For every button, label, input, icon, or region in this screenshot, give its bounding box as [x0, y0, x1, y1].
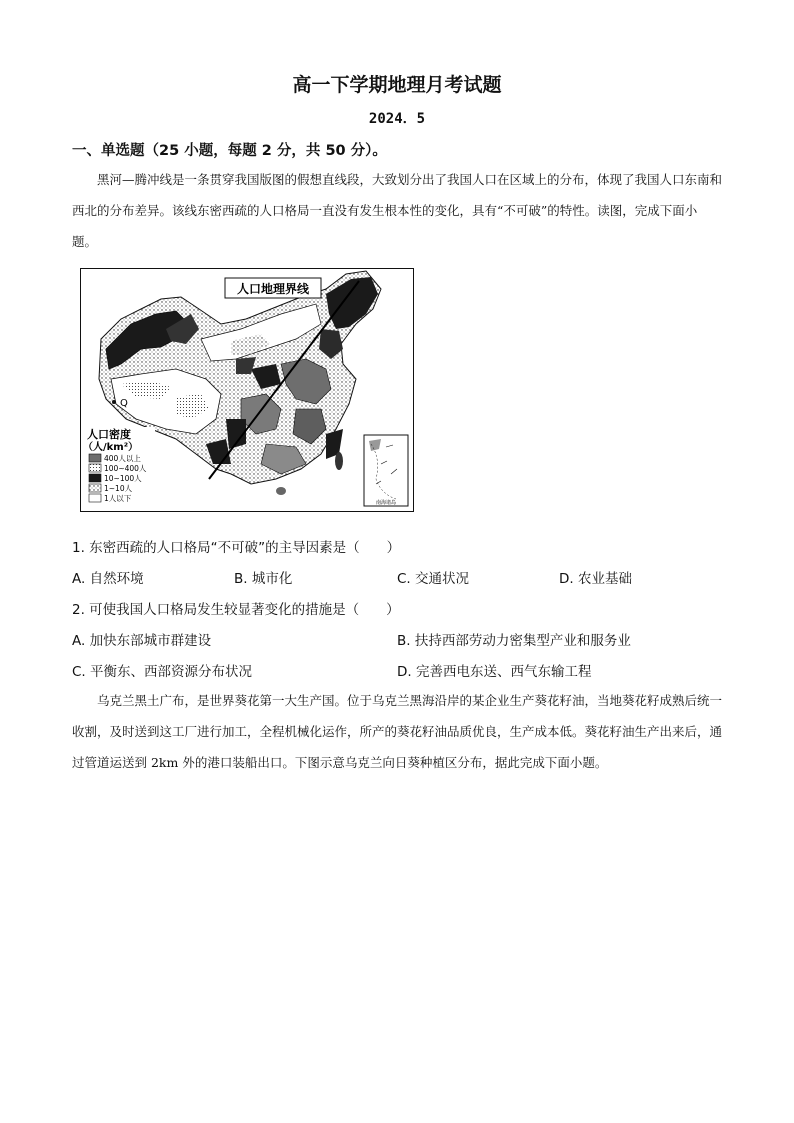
legend-label-5: 1人以下: [104, 494, 132, 503]
q2-option-a: A. 加快东部城市群建设: [72, 633, 212, 649]
legend-swatch-5: [89, 494, 101, 502]
q2-option-c: C. 平衡东、西部资源分布状况: [72, 664, 253, 680]
map-title: 人口地理界线: [236, 282, 310, 296]
exam-date: 2024．5: [368, 111, 426, 127]
inset-label: 南海诸岛: [375, 500, 397, 506]
legend-swatch-2: [89, 464, 101, 472]
legend-unit: （人/km²）: [83, 442, 139, 453]
legend-label-4: 1~10人: [104, 484, 133, 493]
q2-option-d: D. 完善西电东送、西气东输工程: [397, 664, 592, 680]
legend-swatch-4: [89, 484, 101, 492]
population-density-map: [80, 268, 414, 512]
q1-option-d: D. 农业基础: [559, 571, 632, 587]
question-2-stem: 2. 可使我国人口格局发生较显著变化的措施是（ ）: [72, 602, 400, 618]
page-title: 高一下学期地理月考试题: [292, 74, 502, 96]
passage-1: 黑河—腾冲线是一条贯穿我国版图的假想直线段，大致划分出了我国人口在区域上的分布，体现了我国人口东南和西北的分布差异。该线东密西疏的人口格局一直没有发生根本性的变化，具有“不可破”的特性。读图，完成下面小题。: [72, 172, 723, 249]
point-q-marker: [112, 400, 116, 404]
legend-label-3: 10~100人: [104, 474, 142, 483]
q1-option-c: C. 交通状况: [397, 571, 470, 587]
q1-option-a: A. 自然环境: [72, 571, 144, 587]
question-1-stem: 1. 东密西疏的人口格局“不可破”的主导因素是（ ）: [72, 540, 401, 556]
legend-title: 人口密度: [87, 428, 131, 441]
section-heading: 一、单选题（25 小题，每题 2 分，共 50 分）。: [72, 143, 387, 159]
q2-option-b: B. 扶持西部劳动力密集型产业和服务业: [397, 633, 631, 649]
q1-option-b: B. 城市化: [234, 571, 293, 587]
legend-label-2: 100~400人: [104, 464, 147, 473]
point-q-label: Q: [120, 398, 128, 409]
legend-label-1: 400人以上: [104, 454, 141, 463]
passage-2: 乌克兰黑土广布，是世界葵花第一大生产国。位于乌克兰黑海沿岸的某企业生产葵花籽油，当地葵花籽成熟后统一收割，及时送到这工厂进行加工，全程机械化运作，所产的葵花籽油品质优良，生产成本低。葵花籽油生产出来后，通过管道运送到 2km 外的港口装船出口。下图示意乌克兰向日葵种植区分布，据此完成下面小题。: [72, 693, 723, 770]
legend-swatch-3: [89, 474, 101, 482]
legend-swatch-1: [89, 454, 101, 462]
